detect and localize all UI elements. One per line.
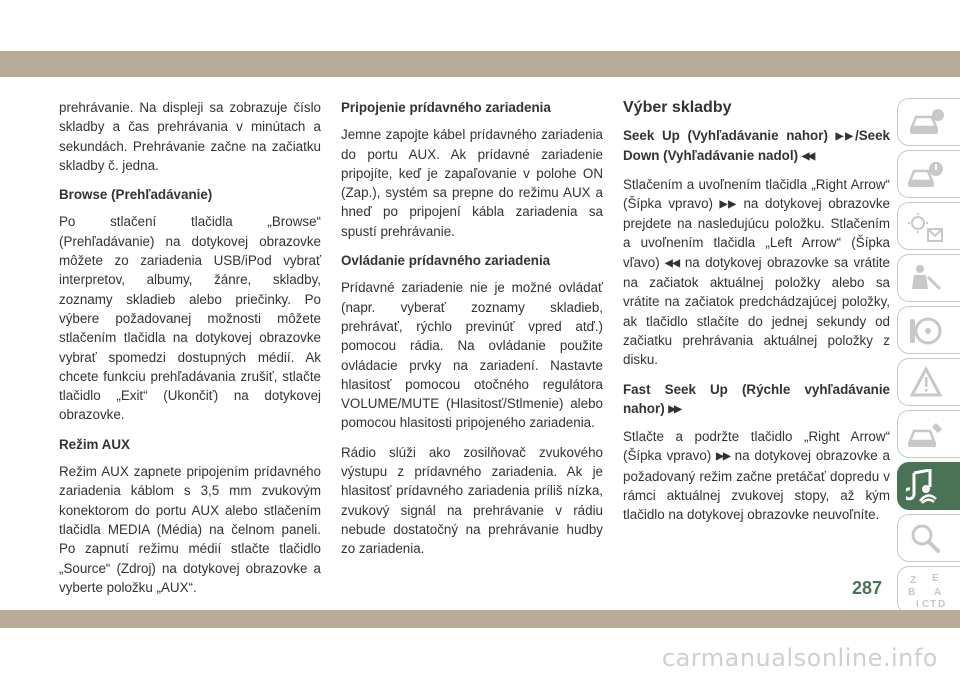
paragraph: Prídavné zariadenie nie je možné ovládať (napr. vyberať zoznamy skladieb, prehrávať, rýchlo previnúť vpred atď.) pomocou rádia. Na ovládanie použite ovládacie prvky na zariadení. Nastavte hlasitosť pomocou otočného regulátora VOLUME/MUTE (Hlasitosť/Stlmenie) alebo pomocou hlasitosti pripojeného zariadenia. <box>341 280 603 431</box>
page-number: 287 <box>852 578 883 598</box>
tab-dashboard-lights[interactable] <box>897 202 960 250</box>
previous-track-icon: ◀◀ <box>801 151 814 163</box>
car-warning-icon <box>906 157 946 193</box>
index-letter: I <box>916 599 919 610</box>
heading-aux-mode: Režim AUX <box>59 436 130 452</box>
section-title-track-selection: Výber skladby <box>623 99 732 116</box>
index-letter: T <box>930 599 937 610</box>
next-track-icon: ▶▶ <box>668 403 680 415</box>
previous-track-icon: ◀◀ <box>664 257 680 269</box>
language-index-icon <box>906 573 950 613</box>
multimedia-icon <box>906 469 946 505</box>
paragraph: Režim AUX zapnete pripojením prídavného zariadenia káblom s 3,5 mm zvukovým konektorom do portu AUX alebo stlačením tlačidla MEDIA (Média) na čelnom paneli. Po zapnutí režimu médií stlačte tlačidlo „Source“ (Zdroj) na dotykovej obrazovke a vyberte položku „AUX“. <box>59 464 321 595</box>
top-color-band <box>0 51 960 77</box>
paragraph-seek <box>623 175 890 370</box>
index-letter: B <box>908 587 916 598</box>
paragraph: Jemne zapojte kábel prídavného zariadenia do portu AUX. Ak prídavné zariadenie pripojíte, keď je zapaľovanie v polohe ON (Zap.), systém sa prepne do režimu AUX a hneď po pripojení kábla zariadenia sa spustí prehrávanie. <box>341 127 603 239</box>
heading-fast-seek-text: Fast Seek Up (Rýchle vyhľadávanie nahor) <box>623 381 890 416</box>
text-fragment: na dotykovej obrazovke sa vrátite na začiatok aktuálnej položky alebo sa vrátite na začiatok predchádzajúcej položky, ak tlačidlo stlačíte do jednej sekundy od začiatku prehrávania aktuálnej položky z disku. <box>623 254 890 368</box>
index-letter: D <box>938 599 946 610</box>
next-track-icon: ▶▶ <box>719 198 737 210</box>
tab-search-index[interactable] <box>897 514 960 562</box>
watermark: carmanualsonline.info <box>661 644 938 672</box>
heading-control-device: Ovládanie prídavného zariadenia <box>341 253 551 269</box>
steering-wheel-icon <box>906 313 946 349</box>
tab-roadside-warning[interactable] <box>897 358 960 406</box>
text-fragment: na dotykovej obrazovke prejdete na nasledujúcu položku. Stlačením a uvoľnením tlačidla „Left Arrow“ (Šípka vľavo) <box>623 195 890 270</box>
heading-fast-seek <box>623 380 890 420</box>
paragraph-fast-seek <box>623 427 890 524</box>
tab-car-maintenance[interactable] <box>897 410 960 458</box>
car-info-icon <box>906 105 946 141</box>
text-column-1 <box>59 98 321 607</box>
heading-browse: Browse (Prehľadávanie) <box>59 187 213 203</box>
tab-car-warning[interactable] <box>897 150 960 198</box>
next-track-icon: ▶▶ <box>835 131 855 142</box>
index-letter: C <box>922 599 930 610</box>
text-column-3 <box>623 98 890 535</box>
text-column-2 <box>341 98 603 569</box>
tab-car-info[interactable] <box>897 98 960 146</box>
text-fragment: na dotykovej obrazovke a požadovaný režim začne pretáčať dopredu v rámci aktuálnej zvukovej stopy, až kým tlačidlo na dotykovej obrazovke neuvoľníte. <box>623 448 890 523</box>
text-fragment: Stlačte a podržte tlačidlo „Right Arrow“ (Šípka vpravo) <box>623 429 890 464</box>
tab-steering-wheel[interactable] <box>897 306 960 354</box>
search-index-icon <box>906 521 946 557</box>
dashboard-lights-icon <box>906 209 946 245</box>
text-fragment: Stlačením a uvoľnením tlačidla „Right Arrow“ (Šípka vpravo) <box>623 176 890 211</box>
heading-connect-device: Pripojenie prídavného zariadenia <box>341 100 551 115</box>
heading-seek-part-1: Seek Up (Vyhľadávanie nahor) <box>623 128 828 143</box>
car-maintenance-icon <box>906 417 946 453</box>
index-letter: E <box>932 573 939 584</box>
bottom-color-band <box>0 610 960 628</box>
next-track-icon: ▶▶ <box>716 451 730 463</box>
paragraph: prehrávanie. Na displeji sa zobrazuje číslo skladby a čas prehrávania v minútach a sekundách. Prehrávanie začne na začiatku skladby č. jedna. <box>59 100 321 173</box>
tab-car-safety[interactable] <box>897 254 960 302</box>
tab-language-index[interactable] <box>897 566 960 614</box>
index-letter: A <box>934 587 942 598</box>
heading-seek-part-2: /Seek Down (Vyhľadávanie nadol) <box>623 128 890 164</box>
paragraph: Rádio slúži ako zosilňovač zvukového výstupu z prídavného zariadenia. Ak je hlasitosť prídavného zariadenia príliš nízka, zvukový signál na prehrávanie v rádiu nebude dostatočný na prehrávanie hudby zo zariadenia. <box>341 444 603 557</box>
tab-multimedia[interactable] <box>897 462 960 510</box>
car-safety-icon <box>906 261 946 297</box>
heading-seek <box>623 126 890 167</box>
index-letter: Z <box>910 575 917 586</box>
paragraph: Po stlačení tlačidla „Browse“ (Prehľadávanie) na dotykovej obrazovke môžete zo zariadenia USB/iPod vybrať interpretov, albumy, žánre, skladby, zoznamy skladieb alebo priečinky. Po výbere požadovanej možnosti môžete stlačením tlačidla na dotykovej obrazovke vybrať spomedzi dostupných médií. Ak chcete funkciu prehľadávania zrušiť, stlačte tlačidlo „Exit“ (Ukončiť) na dotykovej obrazovke. <box>59 214 321 423</box>
roadside-warning-icon <box>906 365 946 401</box>
